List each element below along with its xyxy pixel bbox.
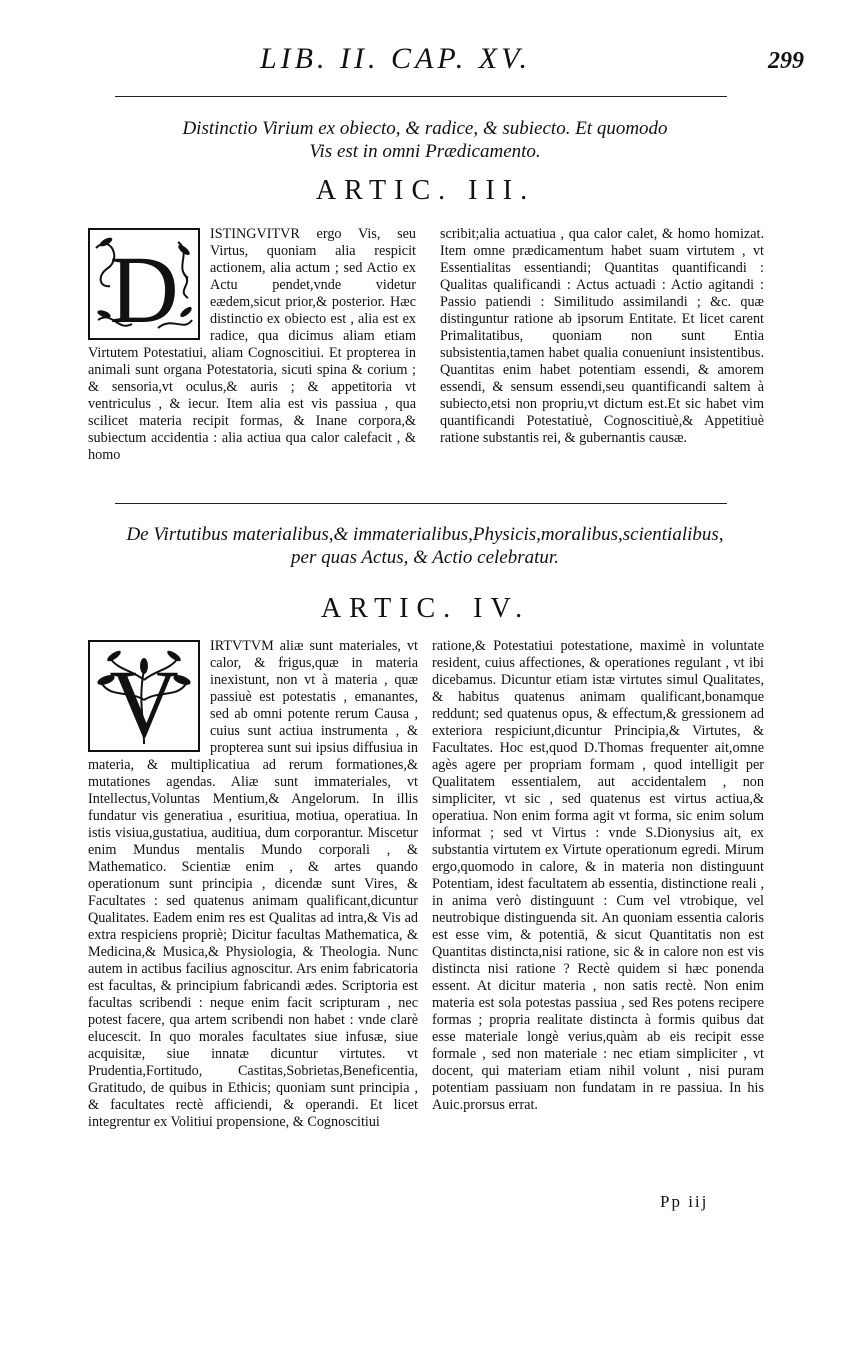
floral-initial-icon <box>88 640 200 752</box>
section4-column-right <box>432 638 764 1114</box>
floral-initial-icon <box>88 228 200 340</box>
section3-column-right <box>440 226 764 447</box>
running-header <box>0 40 851 80</box>
initial-letter: V <box>109 650 179 752</box>
section3-left-text: ISTINGVITVR ergo Vis, seu Virtus, quoniam alia respicit actionem, alia actum ; sed Actio ex Actu pendet,vnde videtur eædem,sicut prior,& posterior. Hæc distinctio ex obiecto est , alia est ex radice, qua dicimus aliam etiam Virtutem Potestatiui, aliam Cognoscitiui. Et propterea in animali sunt organa Potestatoria, sicuti spina & corium ; & sensoria,vt oculus,& auris ; & appetitoria vt ventriculus , & iecur. Item alia est vis passiua , qua scilicet materia recipit formas, & Inane corpora,& subiectum accidentia : alia actiua qua calor calefacit , & homo <box>88 226 416 463</box>
section4-title-line1: De Virtutibus materialibus,& immaterialibus,Physicis,moralibus,scientialibus, <box>126 524 724 545</box>
initial-letter: D <box>109 236 179 340</box>
section3-title-line2: Vis est in omni Prædicamento. <box>309 141 541 162</box>
section4-title-line2: per quas Actus, & Actio celebratur. <box>291 547 559 568</box>
section4-artic-heading: ARTIC. IV. <box>320 593 531 624</box>
section3-column-left <box>88 226 416 464</box>
page-number: 299 <box>768 48 804 74</box>
header-rule <box>115 96 727 97</box>
section3-right-text: scribit;alia actuatiua , qua calor calet, & homo homizat. Item omne prædicamentum habet suam virtutem , vt Essentialitas essentiandi; Quantitas quantificandi : Qualitas qualificandi : Actus actuadi : Actio agitandi : Passio patiendi : Similitudo assimilandi ; &c. quæ distinguntur ratione ab ipsorum Entitate. Et licet carent Primalitatibus, quoniam non sunt Entia subsistentia,tamen habet qualia conueniunt insistentibus. Quantitas enim habet potentiam essendi, & amorem essendi, & sensum essendi,seu quantificandi saltem à subiecto,etsi non propriu,vt dictum est.Et sic habet vim quantificandi Potestatiuè, Cognoscitiuè,& Appetitiuè ratione substantis rei, & gubernantis causæ. <box>440 226 764 446</box>
section3-title-line1: Distinctio Virium ex obiecto, & radice, & subiecto. Et quomodo <box>182 118 668 139</box>
signature-mark: Pp iij <box>660 1192 709 1211</box>
running-title: LIB. II. CAP. XV. <box>260 42 532 75</box>
decorated-initial-d <box>88 228 200 340</box>
section3-title <box>70 117 780 163</box>
section4-right-text: ratione,& Potestatiui potestatione, maximè in voluntate resident, cuius affectiones, & operationes regulant , vt ibi dicebamus. Dicuntur etiam istæ virtutes simul Qualitates, & habitus quatenus animam qualificant,bonamque reddunt; sed quatenus opus, & effectum,& gressionem ad exteriora respiciunt,dicuntur Principia,& Virtutes, & Facultates. Hoc est,quod D.Thomas frequenter ait,omne agès agere per propriam formam , quod intelligit per Qualitatem essentialem, aut accidentalem , non simpliciter, vt sic , sed quatenus est virtus actiua,& operatiua. Non enim forma agit vt forma, sic enim solum informat ; sed vt Virtus : vnde S.Dionysius ait, ex substantia virtutem ex Virtute operationum egredi. Mirum ergo,quomodo in calore, & in materia non distinguunt Potentiam, idest facultatem ab essentia, distinctione reali , in anima verò distinguunt : Cum vel vtrobique, vel neutrobique distinguenda sit. An quoniam essentia caloris est esse vim, & potentiā, & sicut Quantitatis non est Quantitas distincta,nisi ratione, sic & in calore non est vis distincta nisi ratione ? Rectè quidem si hæc ponenda essent. At dicitur materia , non satis rectè. Non enim materia est sola potestas passiua , sed Res potens recipere formas ; propria realitate distincta à formis quibus dat esse materiale longè verius,quàm ab eis recipit esse formale , sed non materiale : nec etiam simpliciter , vt docent, qui materiam etiam nihil volunt , nisi puram potentiam passiuam non fundatam in re passiua. In his Auic.prorsus errat. <box>432 638 764 1113</box>
section4-left-text: IRTVTVM aliæ sunt materiales, vt calor, & frigus,quæ in materia inexistunt, non vt à materia , quæ passiuè est potestatis , emanantes, sed ab omni potente rerum Causa , cuius sunt actiua instrumenta , & propterea sunt sui ipsius diffusiua in materia, & multiplicatiua ad rerum formationes,& mutationes agendas. Aliæ sunt immateriales, vt Intellectus,Voluntas Mentium,& Angelorum. In illis fundatur vis generatiua , esuritiua, motiua, operatiua. In istis visiua,gustatiua, auditiua, dum corporantur. Miscetur enim Mundus mentalis Mundo corporali , & Mathematico. Scientiæ enim , & artes quando operationum sunt principia , dicendæ sunt Vires, & Facultates : sed quatenus animam qualificant,dicuntur Qualitates. Eadem enim res est Qualitas ad intra,& Vis ad extra respiciens propriè; Dicitur facultas Mathematica, & Medicina,& Musica,& Physiologia, & Theologia. Nunc autem in actibus facilius agnoscitur. Ars enim fabricatoria est facultas, & principium fabricandi ædes. Scriptoria est facultas scribendi : neque enim facit scripturam , nec potest facere, qua artem scribendi non habet : vnde clarè elucescit. In quo morales facultates siue infusæ, siue acquisitæ, siue innatæ dicuntur virtutes. vt Prudentia,Fortitudo, Castitas,Sobrietas,Beneficentia, Gratitudo, de quibus in Ethicis; quoniam sunt principia , & facultates rectè afficiendi, & operandi. Et licet integrentur ex Volitiui propensione, & Cognoscitiui <box>88 638 418 1130</box>
section4-title <box>70 523 780 569</box>
section4-column-left <box>88 638 418 1131</box>
section-divider-rule <box>115 503 727 504</box>
decorated-initial-v <box>88 640 200 752</box>
section3-artic-heading: ARTIC. III. <box>315 175 536 206</box>
